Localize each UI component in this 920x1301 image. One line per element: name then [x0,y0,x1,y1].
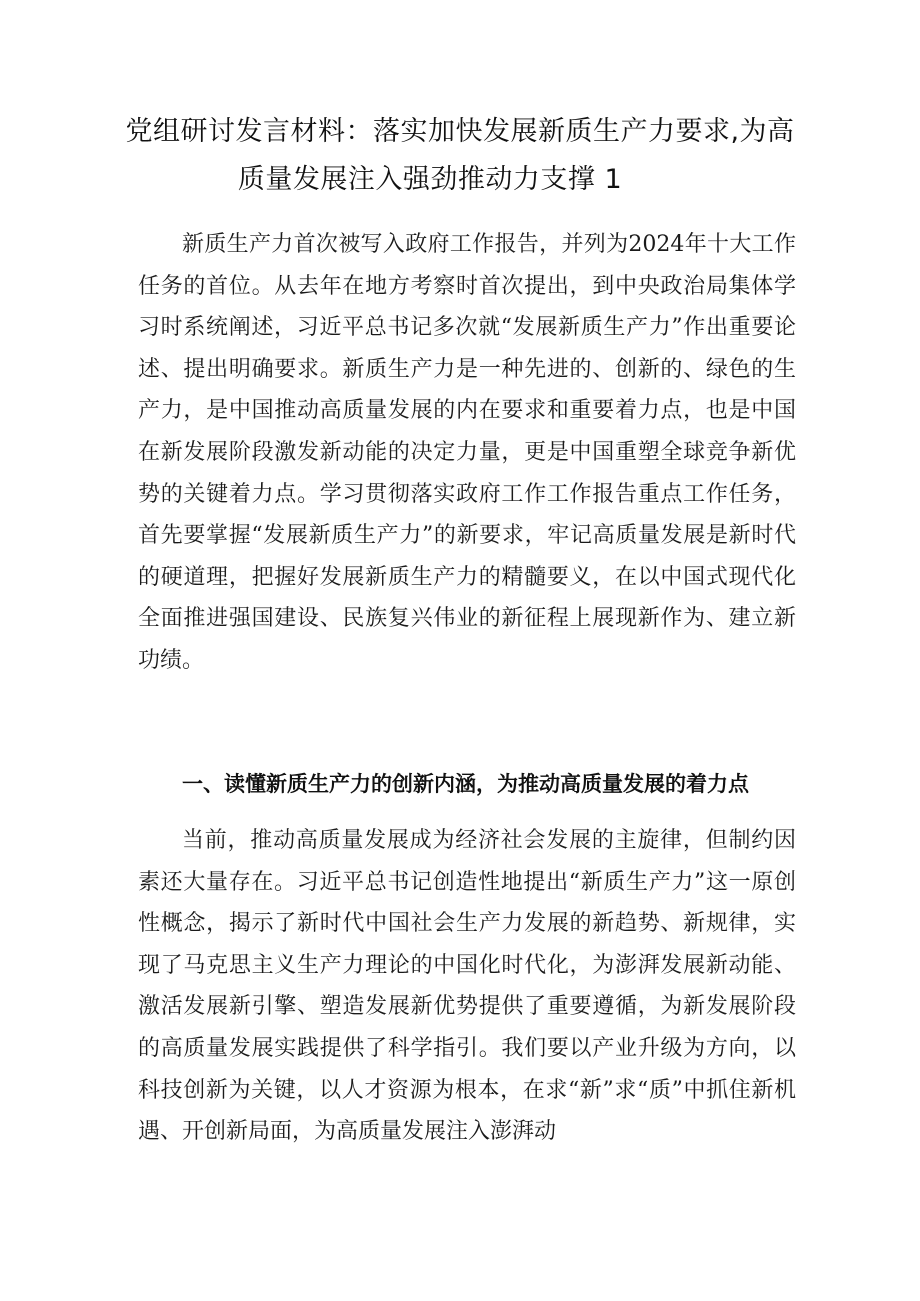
title-line-2: 质量发展注入强劲推动力支撑 1 [237,164,623,195]
body-paragraph-2: 当前，推动高质量发展成为经济社会发展的主旋律，但制约因素还大量存在。习近平总书记创造性地提出“新质生产力”这一原创性概念，揭示了新时代中国社会生产力发展的新趋势、新规律，实现了马克思主义生产力理论的中国化时代化，为澎湃发展新动能、激活发展新引擎、塑造发展新优势提供了重要遵循，为新发展阶段的高质量发展实践提供了科学指引。我们要以产业升级为方向，以科技创新为关键，以人才资源为根本，在求“新”求“质”中抓住新机遇、开创新局面，为高质量发展注入澎湃动 [138,828,796,1145]
section-heading-1: 一、读懂新质生产力的创新内涵，为推动高质量发展的着力点 [182,772,749,796]
title-line-1: 党组研讨发言材料：落实加快发展新质生产力要求,为高 [125,116,795,147]
body-paragraph-1: 新质生产力首次被写入政府工作报告，并列为2024年十大工作任务的首位。从去年在地方考察时首次提出，到中央政治局集体学习时系统阐述，习近平总书记多次就“发展新质生产力”作出重要论述、提出明确要求。新质生产力是一种先进的、创新的、绿色的生产力，是中国推动高质量发展的内在要求和重要着力点，也是中国在新发展阶段激发新动能的决定力量，更是中国重塑全球竞争新优势的关键着力点。学习贯彻落实政府工作工作报告重点工作任务，首先要掌握“发展新质生产力”的新要求，牢记高质量发展是新时代的硬道理，把握好发展新质生产力的精髓要义，在以中国式现代化全面推进强国建设、民族复兴伟业的新征程上展现新作为、建立新功绩。 [138,232,796,673]
document-title [120,108,800,204]
